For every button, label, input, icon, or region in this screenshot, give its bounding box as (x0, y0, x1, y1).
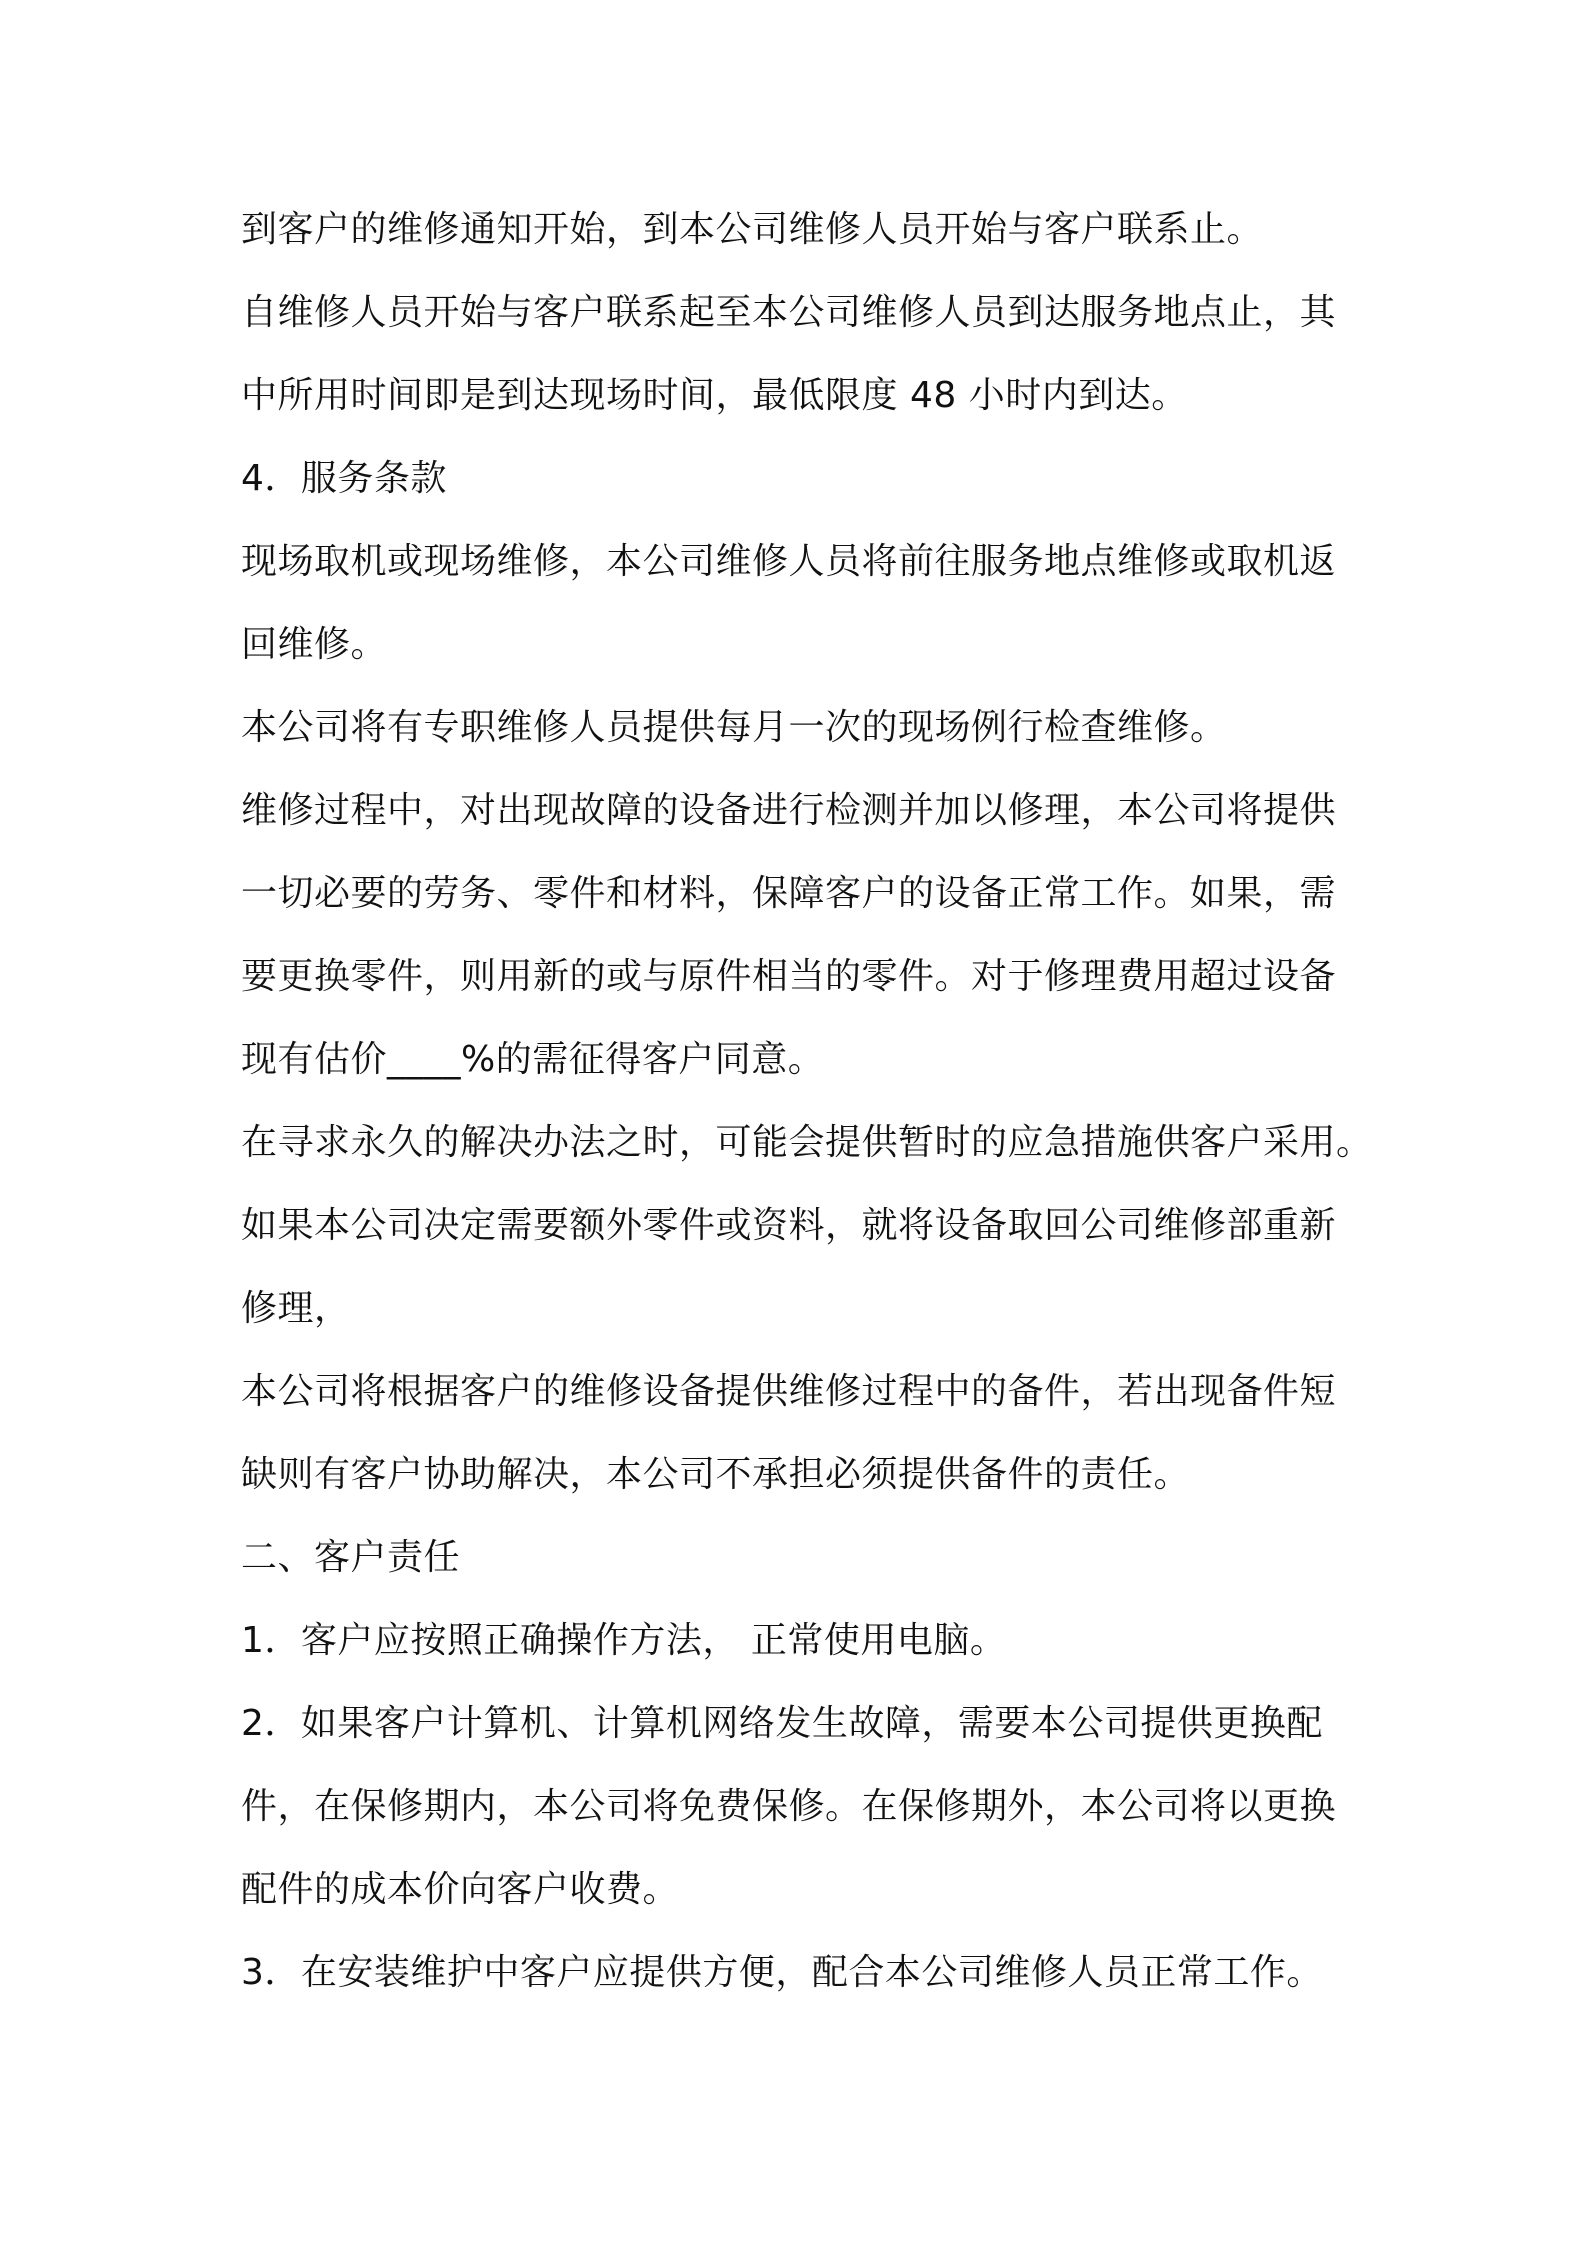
text-line: 要更换零件，则用新的或与原件相当的零件。对于修理费用超过设备 (241, 956, 1337, 997)
text-line: 到客户的维修通知开始，到本公司维修人员开始与客户联系止。 (241, 209, 1264, 250)
text-line: 如果本公司决定需要额外零件或资料，就将设备取回公司维修部重新 (241, 1205, 1337, 1246)
text-line: 中所用时间即是到达现场时间，最低限度 48 小时内到达。 (241, 375, 1188, 416)
text-line: 2．如果客户计算机、计算机网络发生故障，需要本公司提供更换配 (241, 1703, 1323, 1744)
text-line: 自维修人员开始与客户联系起至本公司维修人员到达服务地点止，其 (241, 292, 1337, 333)
text-line: 件，在保修期内，本公司将免费保修。在保修期外，本公司将以更换 (241, 1786, 1337, 1827)
text-line: 现场取机或现场维修，本公司维修人员将前往服务地点维修或取机返 (241, 541, 1337, 582)
text-line: 缺则有客户协助解决，本公司不承担必须提供备件的责任。 (241, 1454, 1191, 1495)
text-line: 1．客户应按照正确操作方法， 正常使用电脑。 (241, 1620, 1007, 1661)
section-heading: 二、客户责任 (241, 1537, 461, 1578)
text-line: 在寻求永久的解决办法之时，可能会提供暂时的应急措施供客户采用。 (241, 1122, 1373, 1163)
text-line: 维修过程中，对出现故障的设备进行检测并加以修理，本公司将提供 (241, 790, 1337, 831)
text-line: 回维修。 (241, 624, 388, 665)
text-line: 修理， (241, 1288, 351, 1329)
text-line: 配件的成本价向客户收费。 (241, 1869, 680, 1910)
text-line: 现有估价____%的需征得客户同意。 (241, 1039, 825, 1080)
text-line: 本公司将有专职维修人员提供每月一次的现场例行检查维修。 (241, 707, 1227, 748)
text-line: 一切必要的劳务、零件和材料，保障客户的设备正常工作。如果，需 (241, 873, 1337, 914)
text-line: 3．在安装维护中客户应提供方便，配合本公司维修人员正常工作。 (241, 1952, 1323, 1993)
section-heading: 4．服务条款 (241, 458, 447, 499)
text-line: 本公司将根据客户的维修设备提供维修过程中的备件，若出现备件短 (241, 1371, 1337, 1412)
